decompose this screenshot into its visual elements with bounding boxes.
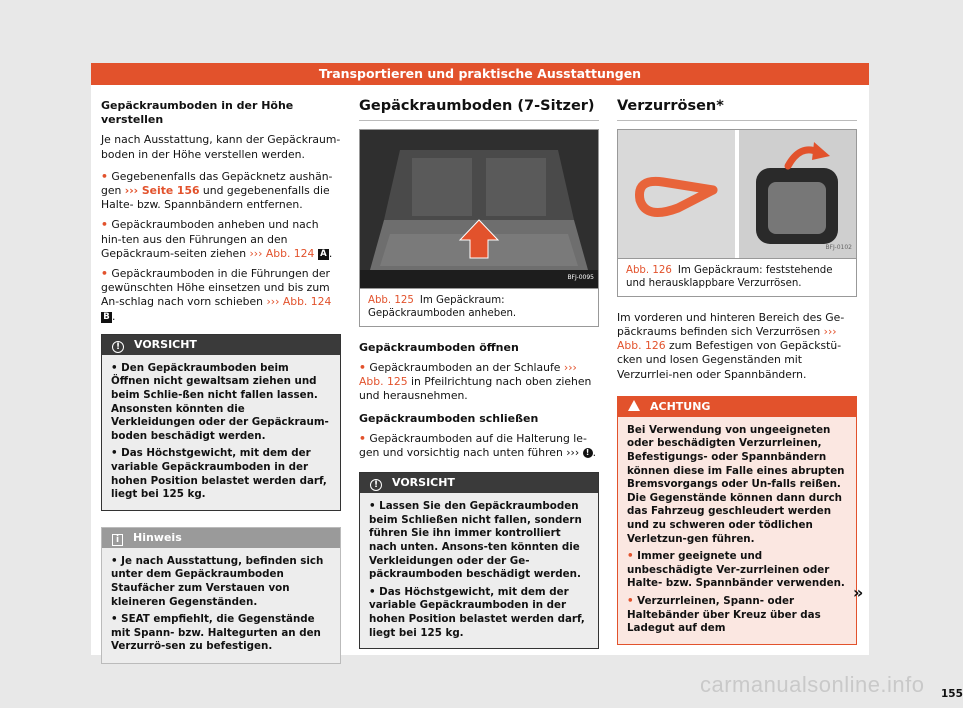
bullet-icon: •	[111, 361, 122, 374]
figure-caption	[360, 288, 598, 326]
list-item-text: .	[592, 446, 597, 460]
list-item-text: in Pfeilrichtung nach oben ziehen und herausnehmen.	[359, 375, 592, 403]
note-body	[102, 548, 340, 663]
bullet-icon: •	[359, 361, 366, 374]
watermark-text: carmanualsonline.info	[700, 672, 925, 697]
figure-reference-link[interactable]: ››› Abb. 124	[266, 295, 332, 309]
caution-title: VORSICHT	[392, 476, 455, 490]
bullet-icon: •	[111, 554, 122, 567]
figure-reference-link[interactable]: ››› Abb. 124	[249, 246, 315, 260]
figure-code: BFJ-0095	[567, 274, 594, 281]
lashing-eyes-illustration	[618, 130, 856, 258]
section-heading-7-seater: Gepäckraumboden (7-Sitzer)	[359, 99, 599, 121]
caution-box	[101, 334, 341, 511]
caution-title: VORSICHT	[134, 337, 197, 351]
continue-marker: »	[853, 583, 864, 602]
column-3	[617, 99, 857, 645]
cargo-floor-photo	[360, 130, 598, 288]
warning-reference-link[interactable]: ›››	[566, 446, 580, 460]
warning-item	[627, 550, 847, 591]
list-item-text: Gegebenenfalls das Gepäcknetz aushän-gen	[101, 169, 333, 198]
warning-box	[617, 396, 857, 645]
note-title: Hinweis	[133, 530, 182, 544]
bullet-icon: •	[627, 594, 638, 607]
list-item	[101, 170, 341, 213]
bullet-icon: •	[111, 613, 122, 626]
caution-box	[359, 472, 599, 649]
paragraph-text: zum Befestigen von Gepäckstü-cken und losen Gegenständen mit Verzurrlei-nen oder Spannbändern.	[617, 339, 842, 381]
note-box	[101, 527, 341, 664]
note-item	[111, 555, 331, 609]
page-header: Transportieren und praktische Ausstattungen	[91, 63, 869, 85]
intro-text: Je nach Ausstattung, kann der Gepäckraum-boden in der Höhe verstellen werden.	[101, 133, 341, 161]
figure-126	[617, 129, 857, 297]
paragraph-text: Im vorderen und hinteren Bereich des Ge-päckraums befinden sich Verzurrösen	[617, 310, 845, 338]
figure-code: BFJ-0102	[825, 244, 852, 251]
list-item-text: Gepäckraumboden an der Schlaufe	[369, 361, 564, 374]
note-item-text: SEAT empfiehlt, die Gegenstände mit Spann- bzw. Haltegurten an den Verzurrö-sen zu befestigen.	[111, 613, 321, 653]
column-1	[101, 99, 341, 664]
warning-icon: !	[583, 448, 593, 458]
figure-125	[359, 129, 599, 327]
section-heading-height: Gepäckraumboden in der Höhe verstellen	[101, 99, 294, 127]
note-item-text: Je nach Ausstattung, befinden sich unter dem Gepäckraumboden Staufächer zum Verstauen von kleineren Gegenständen.	[111, 554, 324, 608]
bullet-icon: •	[111, 447, 122, 460]
warning-body	[618, 417, 856, 644]
column-2	[359, 99, 599, 649]
list-item-text: Gepäckraumboden anheben und nach hin-ten aus den Führungen an den Gepäckraum-seiten ziehen	[101, 218, 319, 260]
bullet-icon: •	[369, 585, 380, 598]
caution-item	[111, 447, 331, 501]
caution-header	[360, 473, 598, 493]
figure-label: Abb. 125	[368, 295, 414, 307]
list-item: • Gepäckraumboden anheben und nach hin-ten aus den Führungen an den Gepäckraum-seiten ziehen ››› Abb. 124 A .	[101, 218, 333, 260]
caution-item	[369, 500, 589, 582]
warning-intro: Bei Verwendung von ungeeigneten oder beschädigten Verzurrleinen, Befestigungs- oder Spannbändern können diese im Falle eines abrupten Bremsvorgangs oder Un-falls reißen. Die Gegenstände können dann durch das Fahrzeug geschleudert werden und zu schweren oder tödlichen Verletzun-gen führen.	[627, 423, 845, 545]
caution-body	[360, 493, 598, 648]
list-item-text: Gepäckraumboden auf die Halterung le-gen und vorsichtig nach unten führen	[359, 431, 587, 460]
page-number: 155	[941, 688, 963, 700]
warning-item-text: Verzurrleinen, Spann- oder Haltebänder über Kreuz über das Ladegut auf dem	[627, 594, 821, 635]
list-item-text: und gegebenenfalls die Halte- bzw. Spannbändern entfernen.	[101, 184, 330, 212]
info-icon: i	[112, 534, 123, 546]
figure-caption-text: Im Gepäckraum: Gepäckraumboden anheben.	[368, 295, 517, 319]
warning-item	[627, 595, 847, 636]
caution-item	[111, 362, 331, 444]
caution-item-text: Lassen Sie den Gepäckraumboden beim Schließen nicht fallen, sondern führen Sie ihn immer kontrolliert nach unten. Ansons-ten könnten die Verkleidungen oder der Ge-päckraumboden beschädigt werden.	[369, 500, 582, 581]
warning-triangle-icon	[628, 400, 640, 411]
caution-icon: !	[370, 479, 382, 491]
subheading-open: Gepäckraumboden öffnen	[359, 340, 519, 354]
bullet-icon: •	[101, 267, 108, 281]
figure-marker-b: B	[101, 312, 112, 323]
bullet-icon: •	[369, 500, 380, 513]
lashing-eyes-photo	[618, 130, 856, 258]
caution-item-text: Den Gepäckraumboden beim Öffnen nicht gewaltsam ziehen und beim Schlie-ßen nicht fallen lassen. Ansonsten könnten die Verkleidungen oder der Gepäckraum-boden beschädigt werden.	[111, 361, 329, 442]
note-item	[111, 613, 331, 654]
list-item	[359, 432, 599, 460]
caution-header	[102, 335, 340, 355]
warning-header	[618, 397, 856, 417]
section-heading-lashing-eyes: Verzurrösen*	[617, 99, 857, 121]
figure-label: Abb. 126	[626, 265, 672, 277]
subheading-close: Gepäckraumboden schließen	[359, 411, 539, 425]
figure-reference-link[interactable]: ››› Abb. 125	[359, 361, 577, 389]
warning-item-text: Immer geeignete und unbeschädigte Ver-zurrleinen oder Halte- bzw. Spannbänder verwenden.	[627, 550, 845, 590]
bullet-icon: •	[101, 169, 108, 183]
list-item	[359, 361, 599, 404]
figure-caption	[618, 258, 856, 296]
caution-item-text: Das Höchstgewicht, mit dem der variable Gepäckraumboden in der hohen Position belastet werden darf, liegt bei 125 kg.	[111, 447, 327, 501]
page-reference-link[interactable]: ››› Seite 156	[124, 184, 200, 198]
note-header	[102, 528, 340, 548]
caution-body	[102, 355, 340, 510]
paragraph	[617, 311, 857, 382]
figure-caption-text: Im Gepäckraum: feststehende und herausklappbare Verzurrösen.	[626, 265, 833, 289]
caution-item-text: Das Höchstgewicht, mit dem der variable Gepäckraumboden in der hohen Position belastet werden darf, liegt bei 125 kg.	[369, 585, 585, 639]
list-item: • Gepäckraumboden in die Führungen der gewünschten Höhe einsetzen und bis zum An-schlag nach vorn schieben ››› Abb. 124 B .	[101, 267, 332, 323]
bullet-icon: •	[101, 218, 108, 232]
cargo-floor-illustration	[360, 130, 598, 288]
warning-title: ACHTUNG	[650, 399, 711, 413]
caution-icon: !	[112, 341, 124, 353]
figure-marker-a: A	[318, 249, 329, 260]
list-item-text: Gepäckraumboden in die Führungen der gewünschten Höhe einsetzen und bis zum An-schlag nach vorn schieben	[101, 267, 330, 309]
bullet-icon: •	[359, 431, 366, 445]
figure-reference-link[interactable]: ››› Abb. 126	[617, 325, 837, 353]
bullet-icon: •	[627, 550, 638, 563]
caution-item	[369, 586, 589, 640]
